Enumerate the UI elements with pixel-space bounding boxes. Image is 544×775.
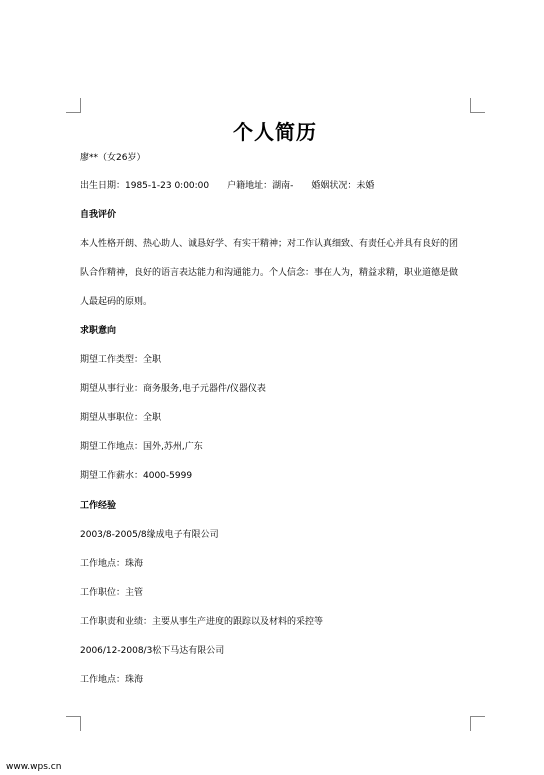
birth-date: 出生日期：1985-1-23 0:00:00 <box>80 181 210 191</box>
page-title: 个人简历 <box>233 120 317 144</box>
experience-item: 2006/12-2008/3松下马达有限公司 <box>80 646 225 656</box>
hukou: 户籍地址：湖南- <box>227 181 294 191</box>
crop-mark-top-right <box>470 98 485 113</box>
watermark-url: www.wps.cn <box>6 762 62 772</box>
job-intent-item: 期望从事职位：全职 <box>80 413 162 423</box>
name-line: 廖**（女26岁） <box>80 153 146 163</box>
job-intent-heading: 求职意向 <box>80 326 117 336</box>
experience-item: 工作职位：主管 <box>80 588 144 598</box>
crop-mark-bottom-right <box>470 716 485 731</box>
self-eval-line: 队合作精神，良好的语言表达能力和沟通能力。个人信念：事在人为，精益求精，职业道德是做 <box>80 268 459 278</box>
job-intent-item: 期望工作类型：全职 <box>80 355 162 365</box>
experience-item: 工作地点：珠海 <box>80 559 144 569</box>
self-eval-heading: 自我评价 <box>80 210 117 220</box>
marital-status: 婚姻状况：未婚 <box>311 181 375 191</box>
job-intent-item: 期望工作地点：国外,苏州,广东 <box>80 442 203 452</box>
experience-item: 工作地点：珠海 <box>80 675 144 685</box>
crop-mark-top-left <box>66 98 81 113</box>
job-intent-item: 期望工作薪水：4000-5999 <box>80 471 193 481</box>
experience-item: 工作职责和业绩：主要从事生产进度的跟踪以及材料的采控等 <box>80 617 324 627</box>
crop-mark-bottom-left <box>66 716 81 731</box>
self-eval-line: 人最起码的原则。 <box>80 297 153 307</box>
self-eval-line: 本人性格开朗、热心助人、诚恳好学、有实干精神；对工作认真细致、有责任心并具有良好的团 <box>80 239 459 249</box>
birth-info-line <box>80 180 374 192</box>
job-intent-item: 期望从事行业：商务服务,电子元器件/仪器仪表 <box>80 384 266 394</box>
experience-heading: 工作经验 <box>80 501 117 511</box>
experience-item: 2003/8-2005/8缘成电子有限公司 <box>80 530 219 540</box>
